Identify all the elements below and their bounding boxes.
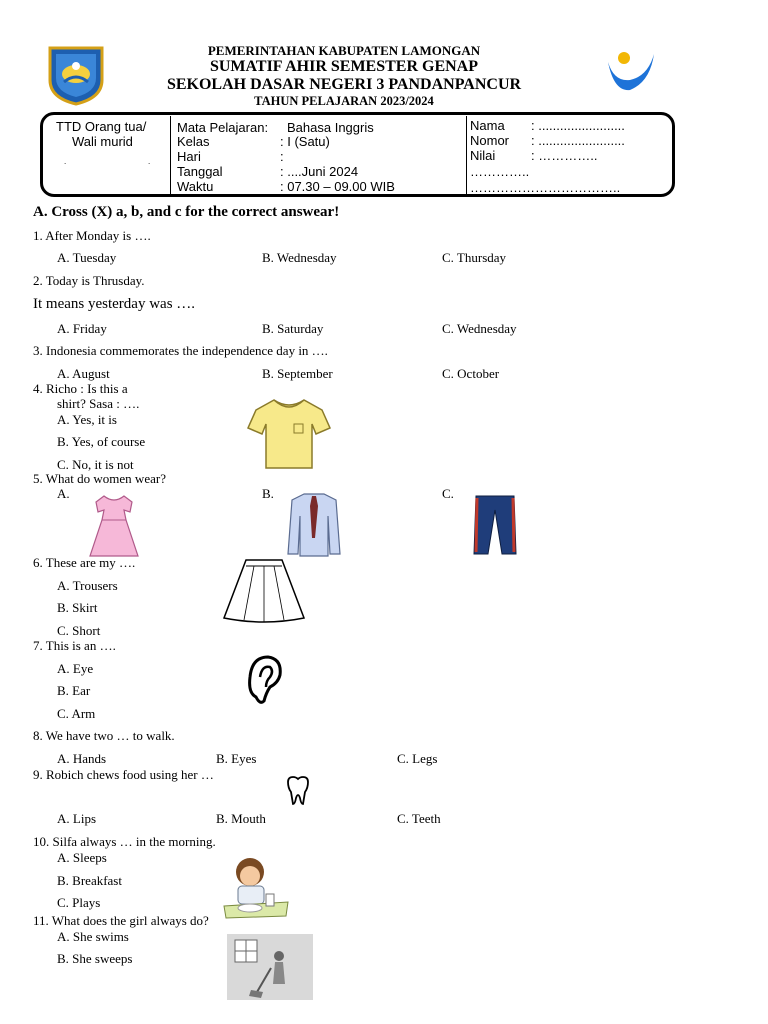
waktu-label: Waktu [177,179,214,194]
question-9: 9. Robich chews food using her … [33,767,214,782]
q10-option-b[interactable]: B. Breakfast [57,873,122,888]
header-line-1: PEMERINTAHAN KABUPATEN LAMONGAN [207,43,481,58]
blue-shirt-tie-image [286,492,342,558]
ttd-label-2: Wali murid [72,134,133,149]
question-10: 10. Silfa always … in the morning. [33,834,216,849]
q1-option-a[interactable]: A. Tuesday [57,250,117,265]
q10-option-a[interactable]: A. Sleeps [57,850,107,865]
tanggal-label: Tanggal [177,164,223,179]
q5-option-c[interactable]: C. [442,486,454,501]
ttd-dot-1: . [64,157,67,166]
nomor-value[interactable]: : ........................ [531,133,625,148]
q8-option-b[interactable]: B. Eyes [216,751,257,766]
q5-option-a[interactable]: A. [57,486,70,501]
nilai-value[interactable]: : ………….. [531,148,598,163]
nomor-label: Nomor [470,133,510,148]
dress-image [86,494,142,558]
question-1: 1. After Monday is …. [33,228,151,243]
q5-option-b[interactable]: B. [262,486,274,501]
q7-option-b[interactable]: B. Ear [57,683,91,698]
section-a-instruction: A. Cross (X) a, b, and c for the correct answear! [33,204,340,220]
kelas-value: : I (Satu) [280,134,330,149]
tooth-icon [285,776,311,806]
ear-image [244,653,286,707]
header-line-2: SUMATIF AHIR SEMESTER GENAP [209,58,479,75]
q1-option-c[interactable]: C. Thursday [442,250,507,265]
hari-value: : [280,149,284,164]
q6-option-b[interactable]: B. Skirt [57,600,98,615]
q11-option-b[interactable]: B. She sweeps [57,951,133,966]
ttd-label-1: TTD Orang tua/ [56,119,147,134]
q2-option-c[interactable]: C. Wednesday [442,321,517,336]
question-2-sub: It means yesterday was …. [33,296,196,312]
tanggal-value: : ....Juni 2024 [280,164,359,179]
waktu-value: : 07.30 – 09.00 WIB [280,179,395,194]
question-5: 5. What do women wear? [33,471,166,486]
mapel-label: Mata Pelajaran: [177,120,269,135]
q6-option-a[interactable]: A. Trousers [57,578,118,593]
skirt-image [222,558,306,624]
sweeping-girl-image [227,934,313,1000]
q9-option-c[interactable]: C. Teeth [397,811,441,826]
question-4-line-2: shirt? Sasa : …. [57,396,140,411]
question-6: 6. These are my …. [33,555,136,570]
q7-option-c[interactable]: C. Arm [57,706,96,721]
q9-option-b[interactable]: B. Mouth [216,811,266,826]
question-2: 2. Today is Thrusday. [33,273,145,288]
q4-option-b[interactable]: B. Yes, of course [57,434,146,449]
q2-option-b[interactable]: B. Saturday [262,321,324,336]
breakfast-girl-image [220,854,292,920]
q3-option-a[interactable]: A. August [57,366,110,381]
dots-line-2: …………………………….. [470,180,621,195]
question-7: 7. This is an …. [33,638,116,653]
q8-option-a[interactable]: A. Hands [57,751,107,766]
question-11: 11. What does the girl always do? [33,913,209,928]
header-line-3: SEKOLAH DASAR NEGERI 3 PANDANPANCUR [166,76,522,93]
tshirt-image [246,394,332,472]
nama-value[interactable]: : ........................ [531,118,625,133]
q10-option-c[interactable]: C. Plays [57,895,101,910]
nilai-label: Nilai [470,148,496,163]
q4-option-c[interactable]: C. No, it is not [57,457,134,472]
q11-option-a[interactable]: A. She swims [57,929,129,944]
q7-option-a[interactable]: A. Eye [57,661,94,676]
trousers-image [470,494,520,556]
q6-option-c[interactable]: C. Short [57,623,101,638]
header-line-4: TAHUN PELAJARAN 2023/2024 [254,94,434,108]
q3-option-b[interactable]: B. September [262,366,333,381]
mapel-value: Bahasa Inggris [287,120,374,135]
question-8: 8. We have two … to walk. [33,728,175,743]
hari-label: Hari [177,149,201,164]
nama-label: Nama [470,118,505,133]
q4-option-a[interactable]: A. Yes, it is [57,412,117,427]
kelas-label: Kelas [177,134,210,149]
q3-option-c[interactable]: C. October [442,366,500,381]
q2-option-a[interactable]: A. Friday [57,321,107,336]
question-4-line-1: 4. Richo : Is this a [33,381,128,396]
ttd-dot-2: . [148,157,151,166]
dots-line-1: ………….. [470,164,530,179]
question-3: 3. Indonesia commemorates the independence day in …. [33,343,328,358]
q9-option-a[interactable]: A. Lips [57,811,96,826]
q8-option-c[interactable]: C. Legs [397,751,438,766]
q1-option-b[interactable]: B. Wednesday [262,250,337,265]
